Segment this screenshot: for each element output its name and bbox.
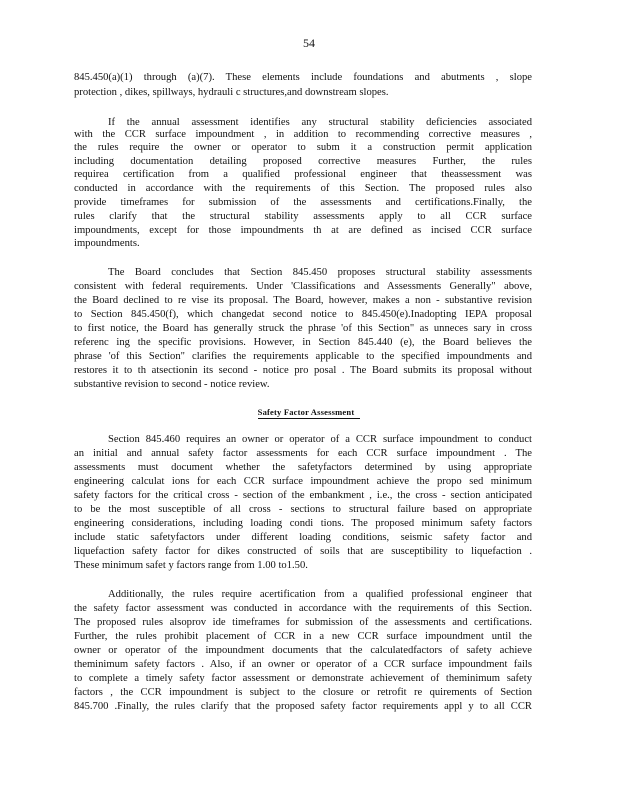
paragraph-4-line: to be the most susceptible of all cross - sections to structural failure based on appropriate	[74, 504, 532, 515]
paragraph-2-line: rules clarify that the structural stability assessments apply to all CCR surface	[74, 211, 532, 222]
paragraph-3-line: The Board concludes that Section 845.450 proposes structural stability assessments	[108, 267, 532, 278]
paragraph-1-line: 845.450(a)(1) through (a)(7). These elements include foundations and abutments , slope	[74, 72, 532, 83]
paragraph-4-line: include static safetyfactors under different loading conditions, seismic safety factor and	[74, 532, 532, 543]
paragraph-5-line: the safety factor assessment was conducted in accordance with the requirements of this Section.	[74, 603, 532, 614]
paragraph-5-line: 845.700 .Finally, the rules clarify that the proposed safety factor requirements appl y to all CCR	[74, 701, 532, 712]
page-number: 54	[303, 36, 315, 50]
paragraph-5-line: The proposed rules alsoprov ide timeframes for submission of the assessments and certifications.	[74, 617, 532, 628]
paragraph-2-line: conducted in accordance with the requirements of this Section. The proposed rules also	[74, 183, 532, 194]
paragraph-2-line: with the CCR surface impoundment , in addition to recommending corrective measures ,	[74, 129, 532, 140]
paragraph-4-line: Section 845.460 requires an owner or operator of a CCR surface impoundment to conduct	[108, 434, 532, 445]
paragraph-5-line: factors , the CCR impoundment is subject to the closure or retrofit re quirements of Section	[74, 687, 532, 698]
paragraph-5-line: Additionally, the rules require acertification from a qualified professional engineer that	[108, 589, 532, 600]
paragraph-5-line: theminimum safety factors . Also, if an owner or operator of a CCR surface impoundment fails	[74, 659, 532, 670]
paragraph-2-line: requirea certification from a qualified professional engineer that theassessment was	[74, 169, 532, 180]
paragraph-4-line: These minimum safet y factors range from 1.00 to1.50.	[74, 560, 308, 571]
paragraph-2-line: the rules require the owner or operator to subm it a construction permit application	[74, 142, 532, 153]
paragraph-4-line: assessments must document whether the safetyfactors determined by using appropriate	[74, 462, 532, 473]
paragraph-2-line: If the annual assessment identifies any structural stability deficiencies associated	[108, 117, 532, 128]
paragraph-5-line: owner or operator of the impoundment documents that the calculatedfactors of safety achieve	[74, 645, 532, 656]
paragraph-3-line: to Section 845.450(f), which changedat second notice to 845.450(e).Inadopting IEPA proposal	[74, 309, 532, 320]
section-heading-text: Safety Factor Assessment	[258, 407, 361, 419]
paragraph-4-line: liquefaction safety factor for dikes constructed of soils that are susceptibility to liquefaction .	[74, 546, 532, 557]
paragraph-3-line: referenc ing the specific provisions. However, in Section 845.440 (e), the Board believes the	[74, 337, 532, 348]
paragraph-2-line: impoundments, except for those impoundments th at are defined as incised CCR surface	[74, 225, 532, 236]
paragraph-4-line: engineering considerations, including loading condi tions. The proposed minimum safety factors	[74, 518, 532, 529]
paragraph-3-line: the Board declined to re vise its proposal. The Board, however, makes a non - substantive revision	[74, 295, 532, 306]
paragraph-4-line: safety factors for the critical cross - section of the embankment , i.e., the cross - section anticipated	[74, 490, 532, 501]
paragraph-2-line: including documentation detailing proposed corrective measures Further, the rules	[74, 156, 532, 167]
paragraph-4-line: an initial and annual safety factor assessments for each CCR surface impoundment . The	[74, 448, 532, 459]
paragraph-4-line: engineering calculat ions for each CCR surface impoundment achieve the propo sed minimum	[74, 476, 532, 487]
paragraph-3-line: phrase 'of this Section" clarifies the requirements applicable to the specified impoundments and	[74, 351, 532, 362]
paragraph-3-line: to first notice, the Board has generally struck the phrase 'of this Section" as unneces sary in cross	[74, 323, 532, 334]
paragraph-2-line: provide timeframes for submission of the assessments and certifications.Finally, the	[74, 197, 532, 208]
paragraph-1-line: protection , dikes, spillways, hydrauli c structures,and downstream slopes.	[74, 87, 389, 98]
paragraph-3-line: restores it to th atsectionin its second - notice pro posal . The Board submits its proposal without	[74, 365, 532, 376]
paragraph-2-line: impoundments.	[74, 238, 140, 249]
paragraph-5-line: Further, the rules prohibit placement of CCR in a new CCR surface impoundment until the	[74, 631, 532, 642]
paragraph-5-line: to complete a timely safety factor assessment or demonstrate achievement of theminimum safety	[74, 673, 532, 684]
paragraph-3-line: consistent with federal requirements. Under 'Classifications and Assessments Generally" above,	[74, 281, 532, 292]
section-heading	[0, 407, 618, 419]
paragraph-3-line: substantive revision to second - notice review.	[74, 379, 270, 390]
